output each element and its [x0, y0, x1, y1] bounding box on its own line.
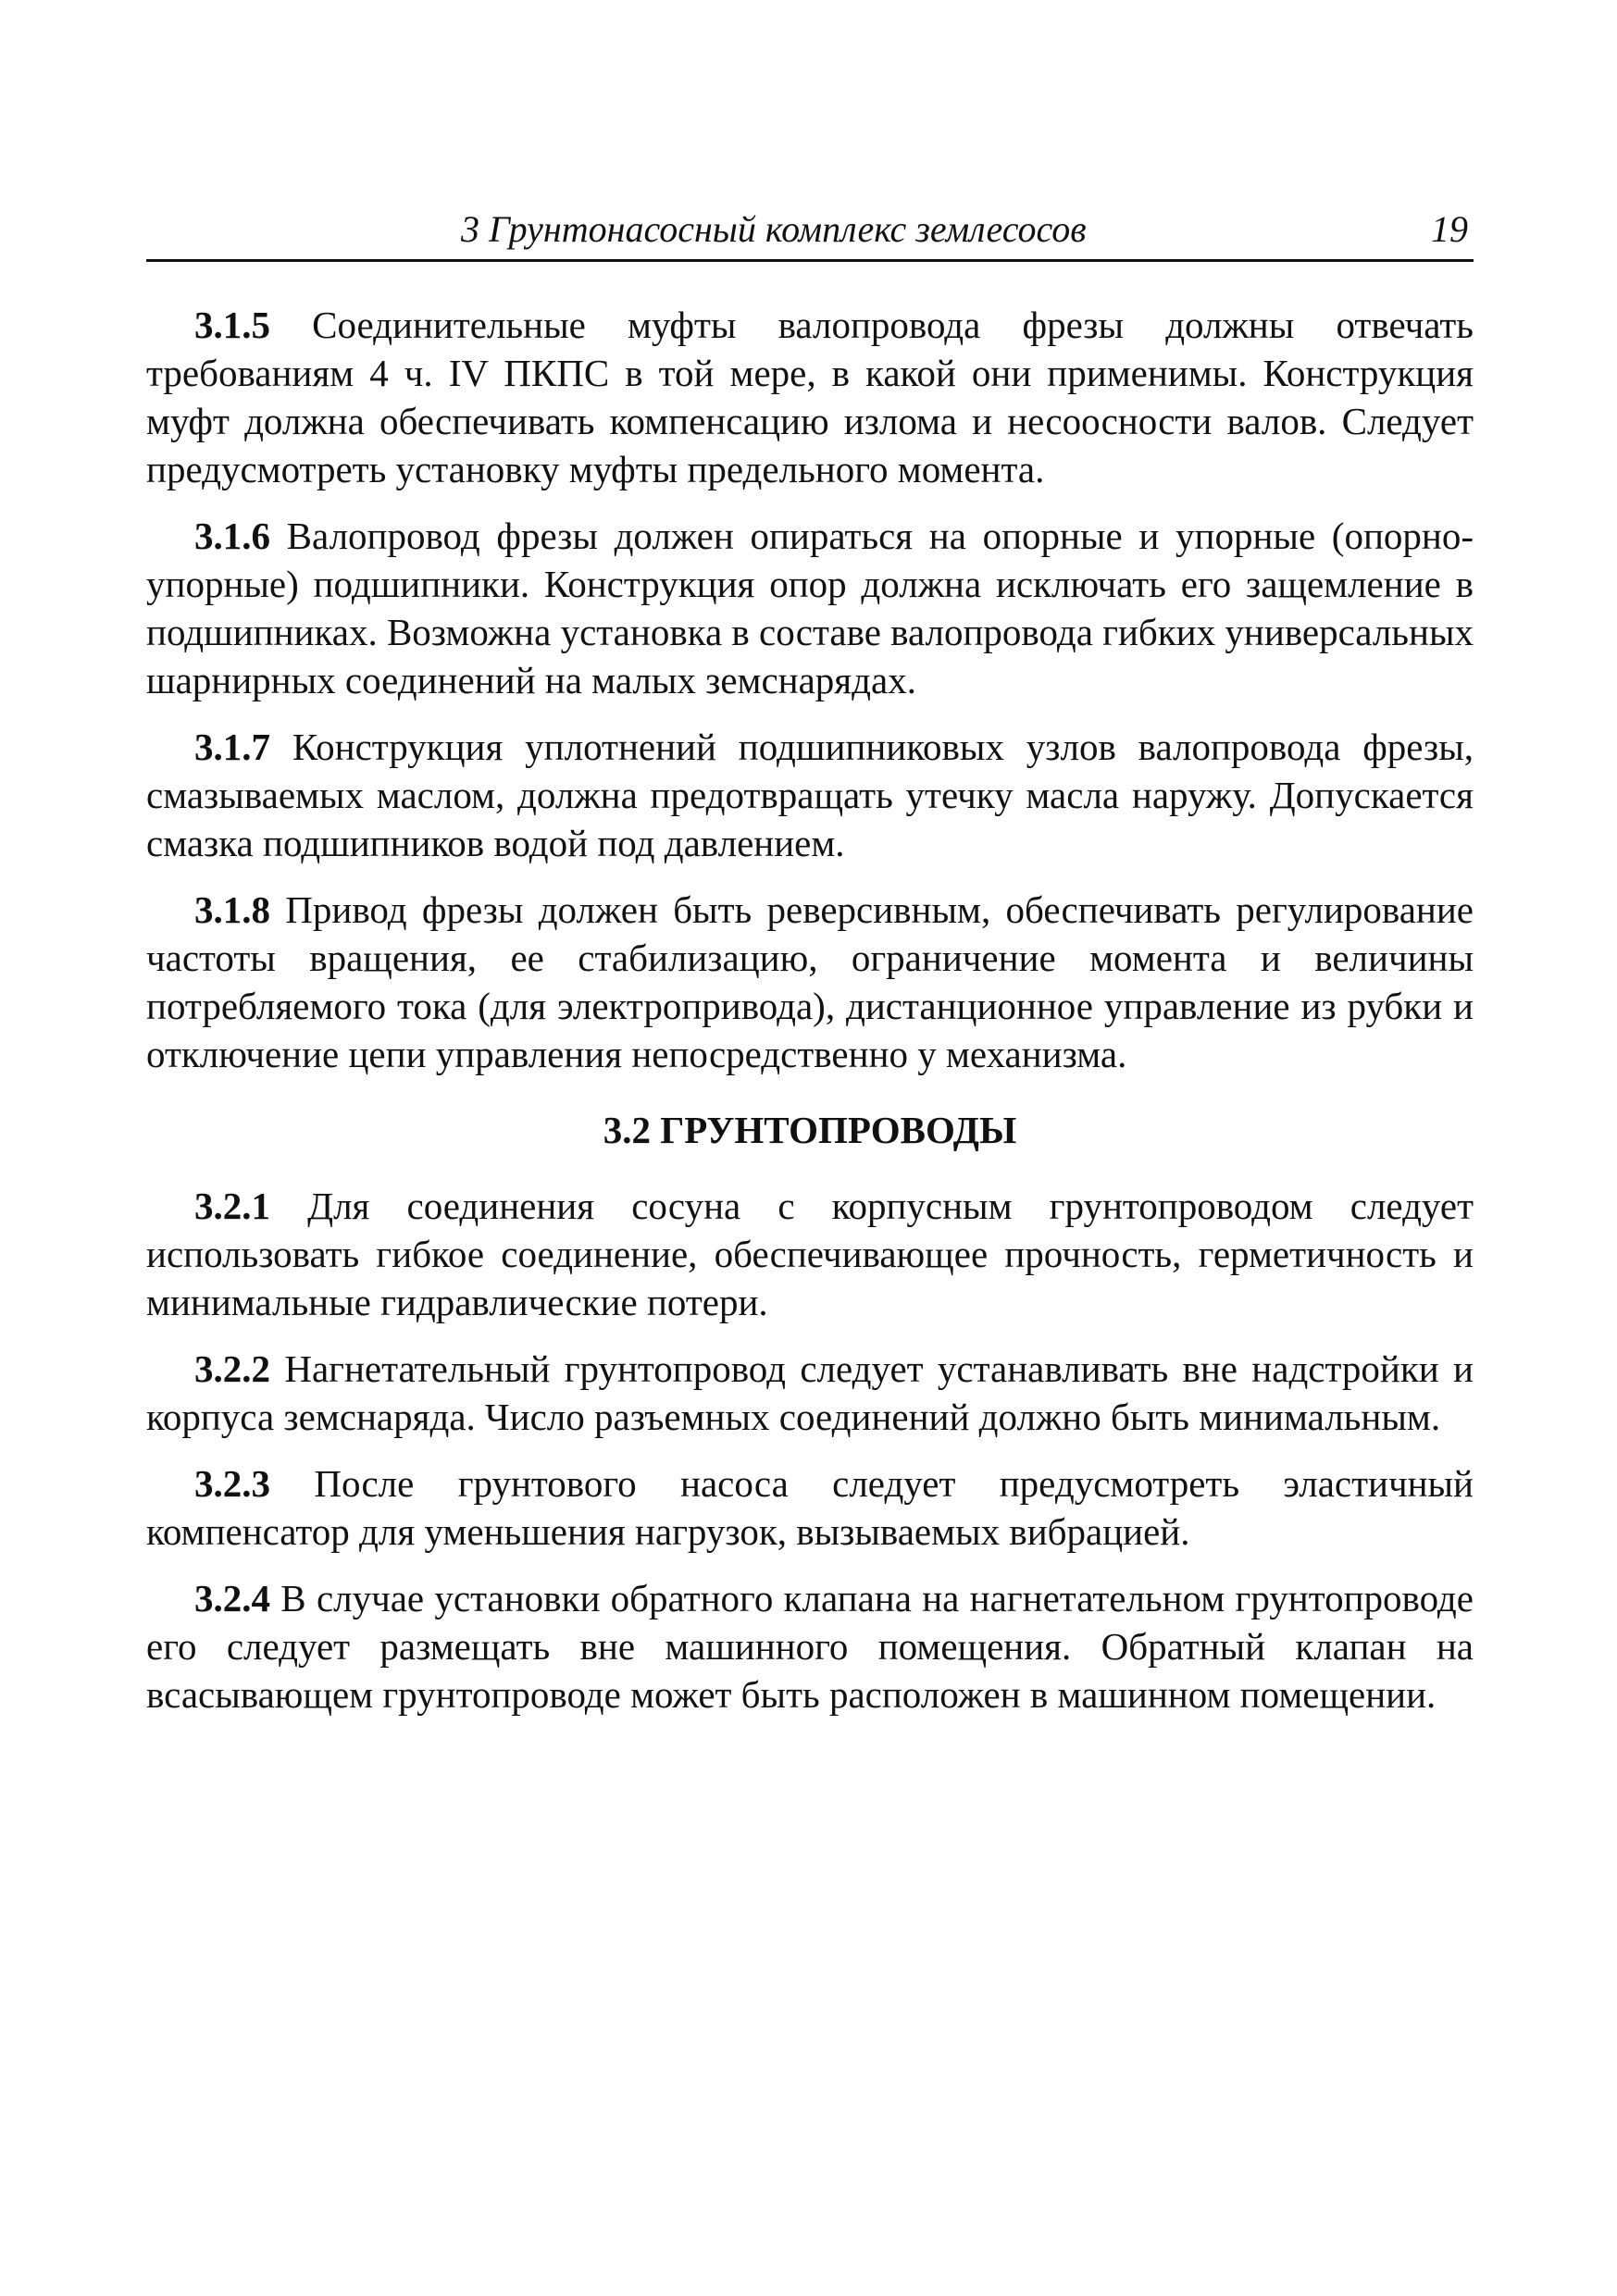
paragraph-text: В случае установки обратного клапана на нагнетательном грунтопроводе его следует размещать вне машинного помещения. Обратный клапан на всасывающем грунтопроводе может быть расположен в машинном помещении.	[146, 1577, 1474, 1716]
paragraph-text: Конструкция уплотнений подшипниковых узлов валопровода фрезы, смазываемых маслом, должна предотвращать утечку масла наружу. Допускается смазка подшипников водой под давлением.	[146, 726, 1474, 864]
paragraph-3-2-4	[146, 1574, 1474, 1719]
body-text	[146, 301, 1474, 1737]
paragraph-number: 3.1.6	[194, 515, 270, 557]
paragraph-3-1-5	[146, 301, 1474, 493]
paragraph-number: 3.1.8	[194, 888, 270, 931]
paragraph-3-1-6	[146, 512, 1474, 704]
section-heading: 3.2 ГРУНТОПРОВОДЫ	[603, 1109, 1017, 1151]
paragraph-text: Валопровод фрезы должен опираться на опорные и упорные (опорно-упорные) подшипники. Конструкция опор должна исключать его защемление в подшипниках. Возможна установка в составе валопровода гибких универсальных шарнирных соединений на малых земснарядах.	[146, 515, 1474, 701]
paragraph-text: Нагнетательный грунтопровод следует устанавливать вне надстройки и корпуса земснаряда. Число разъемных соединений должно быть минимальным.	[146, 1347, 1474, 1438]
paragraph-number: 3.2.1	[194, 1185, 270, 1227]
paragraph-number: 3.2.4	[194, 1577, 270, 1620]
paragraph-text: После грунтового насоса следует предусмотреть эластичный компенсатор для уменьшения нагрузок, вызываемых вибрацией.	[146, 1462, 1474, 1553]
paragraph-3-2-1	[146, 1182, 1474, 1326]
paragraph-3-1-8	[146, 886, 1474, 1078]
paragraph-number: 3.1.5	[194, 304, 270, 346]
paragraph-text: Привод фрезы должен быть реверсивным, обеспечивать регулирование частоты вращения, ее стабилизацию, ограничение момента и величины потребляемого тока (для электропривода), дистанционное управление из рубки и отключение цепи управления непосредственно у механизма.	[146, 888, 1474, 1075]
page-number: 19	[1431, 208, 1468, 250]
paragraph-number: 3.2.3	[194, 1462, 270, 1505]
paragraph-text: Соединительные муфты валопровода фрезы должны отвечать требованиям 4 ч. IV ПКПС в той мере, в какой они применимы. Конструкция муфт должна обеспечивать компенсацию излома и несоосности валов. Следует предусмотреть установку муфты предельного момента.	[146, 304, 1474, 490]
running-header	[146, 204, 1474, 262]
paragraph-3-1-7	[146, 723, 1474, 867]
paragraph-text: Для соединения сосуна с корпусным грунтопроводом следует использовать гибкое соединение, обеспечивающее прочность, герметичность и минимальные гидравлические потери.	[146, 1185, 1474, 1323]
paragraph-3-2-2	[146, 1345, 1474, 1441]
paragraph-number: 3.2.2	[194, 1347, 270, 1390]
paragraph-number: 3.1.7	[194, 726, 270, 768]
running-title: 3 Грунтонасосный комплекс землесосов	[461, 208, 1087, 250]
document-page	[146, 0, 1474, 2296]
paragraph-3-2-3	[146, 1459, 1474, 1556]
